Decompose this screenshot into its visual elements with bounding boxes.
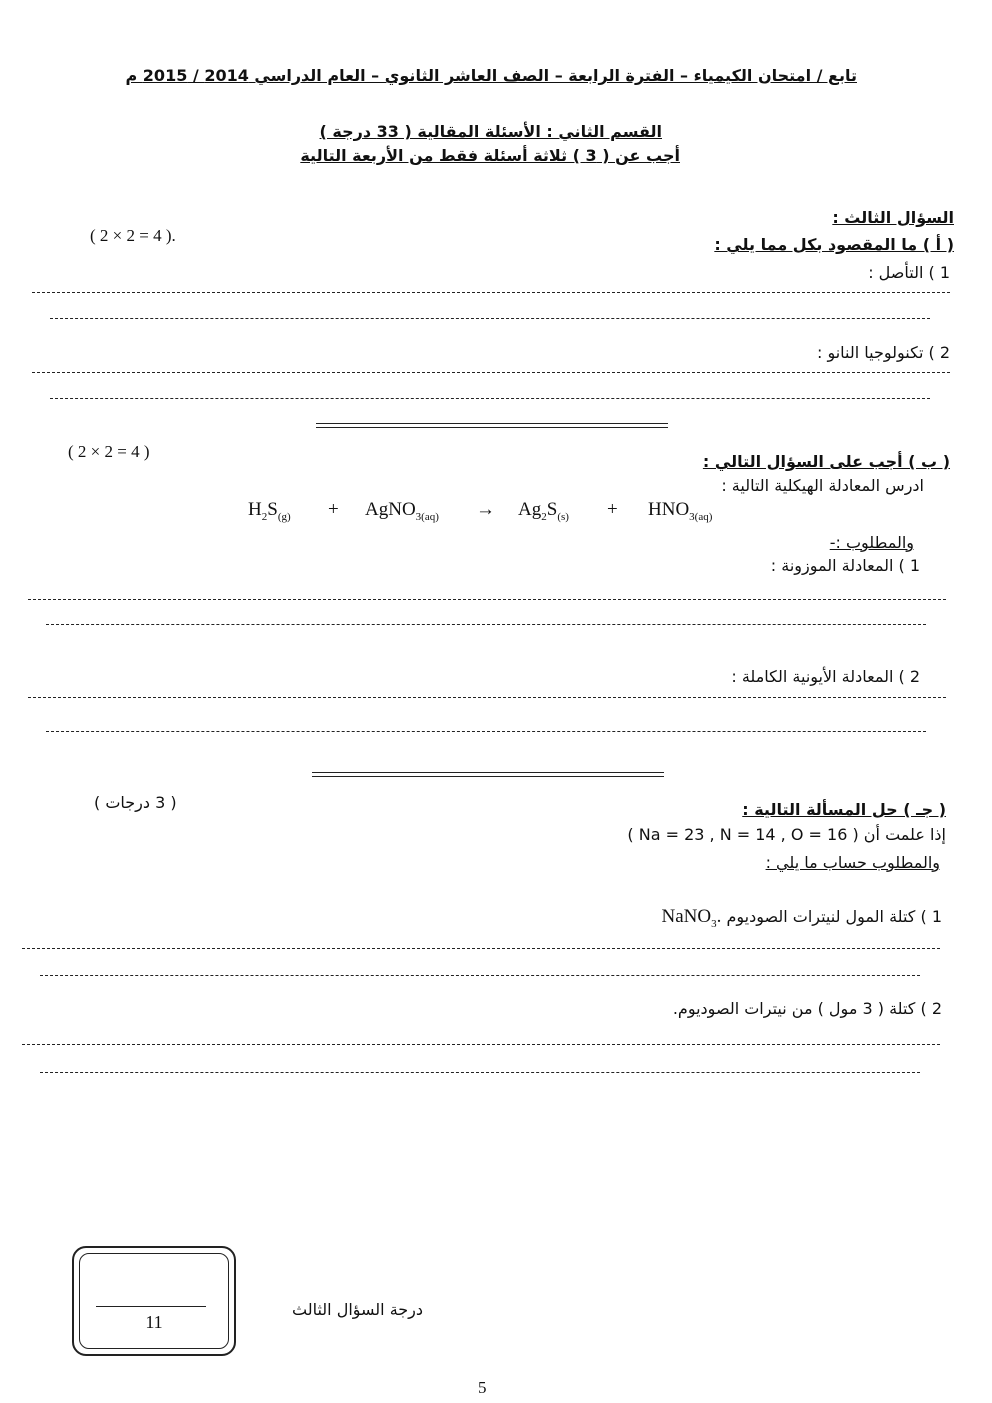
equation-arrow: → bbox=[476, 499, 495, 520]
section-separator bbox=[316, 423, 668, 428]
part-b-heading: ( ب ) أجب على السؤال التالي : bbox=[702, 452, 950, 471]
equation-reactant-agno3: AgNO$_{3(aq)}$ bbox=[365, 499, 439, 523]
part-c-item-1: 1 ) كتلة المول لنيترات الصوديوم NaNO$_3$. bbox=[661, 906, 942, 930]
score-total: 11 bbox=[145, 1312, 163, 1332]
part-c-marks: ( 3 درجات ) bbox=[94, 793, 177, 812]
part-b-item-1: 1 ) المعادلة الموزونة : bbox=[770, 556, 920, 575]
section-instruction: أجب عن ( 3 ) ثلاثة أسئلة فقط من الأربعة التالية bbox=[300, 146, 680, 165]
page-number: 5 bbox=[478, 1378, 487, 1397]
exam-header-title: تابع / امتحان الكيمياء – الفترة الرابعة – الصف العاشر الثانوي – العام الدراسي 2014 / 2015 م bbox=[125, 66, 857, 85]
part-b-required: والمطلوب :- bbox=[829, 533, 914, 552]
part-c-required: والمطلوب حساب ما يلي : bbox=[765, 853, 940, 872]
equation-product-hno3: $HNO_{3(aq)}$ bbox=[648, 499, 713, 523]
question-title: السؤال الثالث : bbox=[832, 208, 954, 227]
answer-line[interactable] bbox=[40, 975, 920, 976]
answer-line[interactable] bbox=[22, 1044, 940, 1045]
answer-line[interactable] bbox=[46, 624, 926, 625]
part-b-marks: ( 2 × 2 = 4 ) bbox=[68, 442, 150, 461]
answer-line[interactable] bbox=[40, 1072, 920, 1073]
part-a-marks: ( 2 × 2 = 4 ). bbox=[90, 226, 176, 245]
answer-line[interactable] bbox=[46, 731, 926, 732]
part-c-item-2: 2 ) كتلة ( 3 مول ) من نيترات الصوديوم. bbox=[672, 999, 942, 1018]
part-c-given: إذا علمت أن ( Na = 23 , N = 14 , O = 16 ) bbox=[627, 825, 946, 844]
answer-line[interactable] bbox=[28, 697, 946, 698]
part-c-heading: ( جـ ) حل المسألة التالية : bbox=[742, 800, 946, 819]
answer-line[interactable] bbox=[32, 372, 950, 373]
part-a-item-2: 2 ) تكنولوجيا النانو : bbox=[816, 343, 950, 362]
section-separator bbox=[312, 772, 664, 777]
answer-line[interactable] bbox=[28, 599, 946, 600]
answer-line[interactable] bbox=[22, 948, 940, 949]
answer-line[interactable] bbox=[50, 318, 930, 319]
part-b-item-2: 2 ) المعادلة الأيونية الكاملة : bbox=[731, 667, 920, 686]
equation-plus: + bbox=[607, 499, 618, 520]
equation-product-ag2s: $Ag_2S_{(s)}$ bbox=[518, 499, 569, 523]
equation-reactant-h2s: $H_2S_{(g)}$ bbox=[248, 499, 291, 523]
answer-line[interactable] bbox=[50, 398, 930, 399]
score-box bbox=[72, 1246, 236, 1356]
score-fraction-line bbox=[96, 1306, 206, 1307]
score-box-inner-border bbox=[79, 1253, 229, 1349]
score-label: درجة السؤال الثالث bbox=[292, 1300, 424, 1319]
sodium-nitrate-formula: NaNO$_3$. bbox=[661, 906, 722, 930]
answer-line[interactable] bbox=[32, 292, 950, 293]
part-a-heading: ( أ ) ما المقصود بكل مما يلي : bbox=[714, 235, 954, 254]
equation-plus: + bbox=[328, 499, 339, 520]
part-b-intro: ادرس المعادلة الهيكلية التالية : bbox=[721, 476, 924, 495]
section-title: القسم الثاني : الأسئلة المقالية ( 33 درجة ) bbox=[319, 122, 662, 141]
part-a-item-1: 1 ) التأصل : bbox=[868, 263, 950, 282]
